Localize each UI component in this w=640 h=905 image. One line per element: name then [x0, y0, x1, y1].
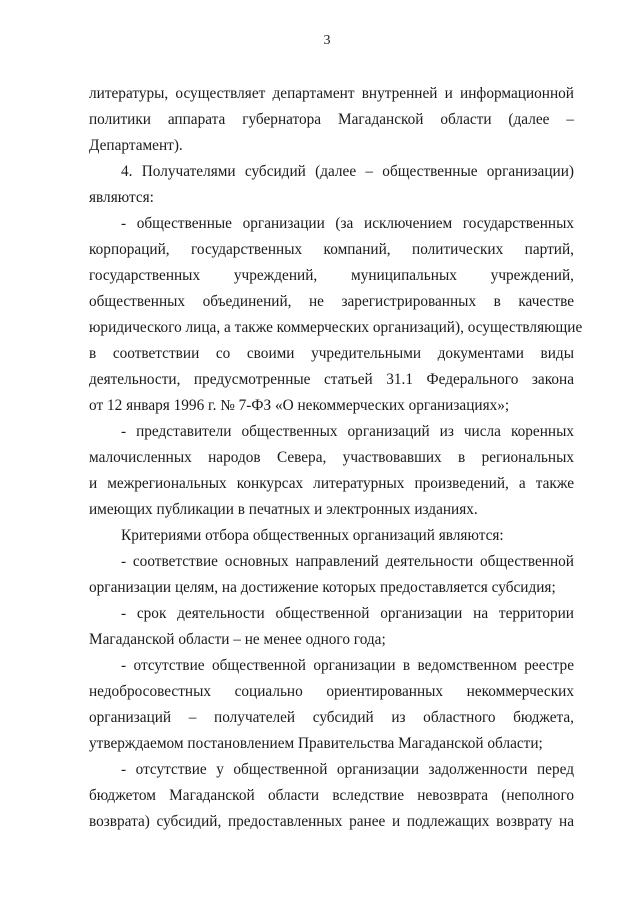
- text-line: возврата) субсидий, предоставленных ранее и подлежащих возврату на: [89, 813, 574, 830]
- text-line: - срок деятельности общественной организации на территории: [121, 605, 574, 622]
- text-line: Магаданской области – не менее одного года;: [89, 631, 386, 648]
- text-line: Департамент).: [89, 137, 183, 154]
- text-line: - общественные организации (за исключением государственных: [121, 215, 574, 232]
- text-line: - представители общественных организаций из числа коренных: [121, 423, 574, 440]
- text-line: в соответствии со своими учредительными документами виды: [89, 345, 574, 362]
- text-line: - отсутствие у общественной организации задолженности перед: [121, 761, 574, 778]
- text-line: литературы, осуществляет департамент внутренней и информационной: [89, 85, 574, 102]
- text-line: малочисленных народов Севера, участвовавших в региональных: [89, 449, 574, 466]
- text-line: - отсутствие общественной организации в ведомственном реестре: [121, 657, 574, 674]
- text-line: являются:: [89, 189, 154, 206]
- text-line: общественных объединений, не зарегистрированных в качестве: [89, 293, 574, 310]
- text-line: политики аппарата губернатора Магаданской области (далее –: [89, 111, 574, 128]
- text-line: юридического лица, а также коммерческих организаций), осуществляющие: [89, 319, 583, 336]
- text-line: имеющих публикации в печатных и электронных изданиях.: [89, 501, 478, 518]
- text-line: Критериями отбора общественных организаций являются:: [121, 527, 504, 544]
- text-line: организации целям, на достижение которых предоставляется субсидия;: [89, 579, 556, 596]
- text-line: и межрегиональных конкурсах литературных произведений, а также: [89, 475, 574, 492]
- text-line: 4. Получателями субсидий (далее – общественные организации): [121, 163, 574, 180]
- text-line: корпораций, государственных компаний, политических партий,: [89, 241, 574, 258]
- text-line: государственных учреждений, муниципальных учреждений,: [89, 267, 574, 284]
- text-line: деятельности, предусмотренные статьей 31.1 Федерального закона: [89, 371, 574, 388]
- text-line: бюджетом Магаданской области вследствие невозврата (неполного: [89, 787, 574, 804]
- page-number: 3: [323, 33, 331, 48]
- text-line: - соответствие основных направлений деятельности общественной: [121, 553, 574, 570]
- text-line: недобросовестных социально ориентированных некоммерческих: [89, 683, 574, 700]
- text-line: утверждаемом постановлением Правительства Магаданской области;: [89, 735, 543, 752]
- text-line: организаций – получателей субсидий из областного бюджета,: [89, 709, 574, 726]
- text-line: от 12 января 1996 г. № 7-ФЗ «О некоммерческих организациях»;: [89, 397, 510, 414]
